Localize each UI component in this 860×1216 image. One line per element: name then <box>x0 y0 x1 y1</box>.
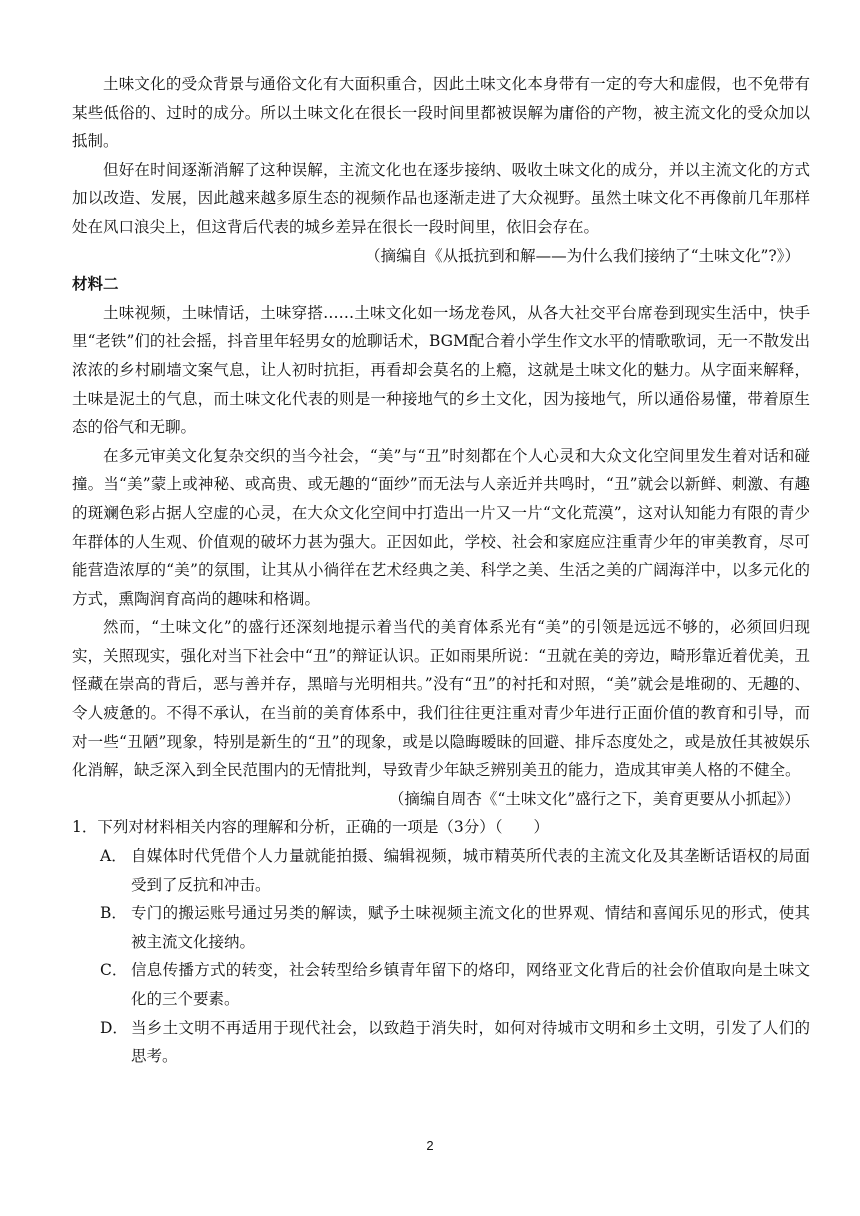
question-1-option-c <box>72 956 810 1013</box>
question-1-stem: 1．下列对材料相关内容的理解和分析，正确的一项是（3分）（ ） <box>72 818 549 837</box>
option-text: 专门的搬运账号通过另类的解读，赋予土味视频主流文化的世界观、情结和喜闻乐见的形式，使其被主流文化接纳。 <box>131 904 810 951</box>
option-letter: D． <box>100 1018 128 1037</box>
source-citation-1: （摘编自《从抵抗到和解——为什么我们接纳了“土味文化”?》） <box>365 246 800 265</box>
paragraph-material-2-1: 土味视频，土味情话，土味穿搭……土味文化如一场龙卷风，从各大社交平台席卷到现实生活中，快手里“老铁”们的社会摇，抖音里年轻男女的尬聊话术，BGM配合着小学生作文水平的情歌歌词，无一不散发出浓浓的乡村刷墙文案气息，让人初时抗拒，再看却会莫名的上瘾，这就是土味文化的魅力。从字面来解释，土味是泥土的气息，而土味文化代表的则是一种接地气的乡土文化，因为接地气，所以通俗易懂，带着原生态的俗气和无聊。 <box>72 303 810 437</box>
question-1-option-a <box>72 842 810 899</box>
paragraph-top-1: 土味文化的受众背景与通俗文化有大面积重合，因此土味文化本身带有一定的夸大和虚假，也不免带有某些低俗的、过时的成分。所以土味文化在很长一段时间里都被误解为庸俗的产物，被主流文化的受众加以抵制。 <box>72 75 810 151</box>
paragraph-material-2-2: 在多元审美文化复杂交织的当今社会，“美”与“丑”时刻都在个人心灵和大众文化空间里发生着对话和碰撞。当“美”蒙上或神秘、或高贵、或无趣的“面纱”而无法与人亲近并共鸣时，“丑”就会以新鲜、刺激、有趣的斑斓色彩占据人空虚的心灵，在大众文化空间中打造出一片又一片“文化荒漠”，这对认知能力有限的青少年群体的人生观、价值观的破坏力甚为强大。正因如此，学校、社会和家庭应注重青少年的审美教育，尽可能营造浓厚的“美”的氛围，让其从小徜徉在艺术经典之美、科学之美、生活之美的广阔海洋中，以多元化的方式，熏陶润育高尚的趣味和格调。 <box>72 446 810 608</box>
option-letter: B． <box>100 904 127 923</box>
section-heading-material-2: 材料二 <box>72 275 119 294</box>
option-text: 信息传播方式的转变，社会转型给乡镇青年留下的烙印，网络亚文化背后的社会价值取向是土味文化的三个要素。 <box>131 961 810 1008</box>
page-number: 2 <box>426 1138 434 1153</box>
question-1-option-b <box>72 899 810 956</box>
paragraph-material-2-3: 然而，“土味文化”的盛行还深刻地提示着当代的美育体系光有“美”的引领是远远不够的，必须回归现实，关照现实，强化对当下社会中“丑”的辩证认识。正如雨果所说：“丑就在美的旁边，畸形靠近着优美，丑怪藏在崇高的背后，恶与善并存，黑暗与光明相共。”没有“丑”的衬托和对照，“美”就会是堆砌的、无趣的、令人疲惫的。不得不承认，在当前的美育体系中，我们往往更注重对青少年进行正面价值的教育和引导，而对一些“丑陋”现象，特别是新生的“丑”的现象，或是以隐晦暧昧的回避、排斥态度处之，或是放任其被娱乐化消解，缺乏深入到全民范围内的无情批判，导致青少年缺乏辨别美丑的能力，造成其审美人格的不健全。 <box>72 618 810 780</box>
question-1-option-d <box>72 1014 810 1071</box>
paragraph-top-2: 但好在时间逐渐消解了这种误解，主流文化也在逐步接纳、吸收土味文化的成分，并以主流文化的方式加以改造、发展，因此越来越多原生态的视频作品也逐渐走进了大众视野。虽然土味文化不再像前几年那样处在风口浪尖上，但这背后代表的城乡差异在很长一段时间里，依旧会存在。 <box>72 160 810 236</box>
source-citation-2: （摘编自周杏《“土味文化”盛行之下，美育更要从小抓起》） <box>388 789 800 808</box>
option-text: 当乡土文明不再适用于现代社会，以致趋于消失时，如何对待城市文明和乡土文明，引发了人们的思考。 <box>131 1018 810 1066</box>
option-letter: C． <box>100 961 128 980</box>
option-letter: A． <box>100 847 127 866</box>
option-text: 自媒体时代凭借个人力量就能拍摄、编辑视频，城市精英所代表的主流文化及其垄断话语权的局面受到了反抗和冲击。 <box>131 847 810 894</box>
